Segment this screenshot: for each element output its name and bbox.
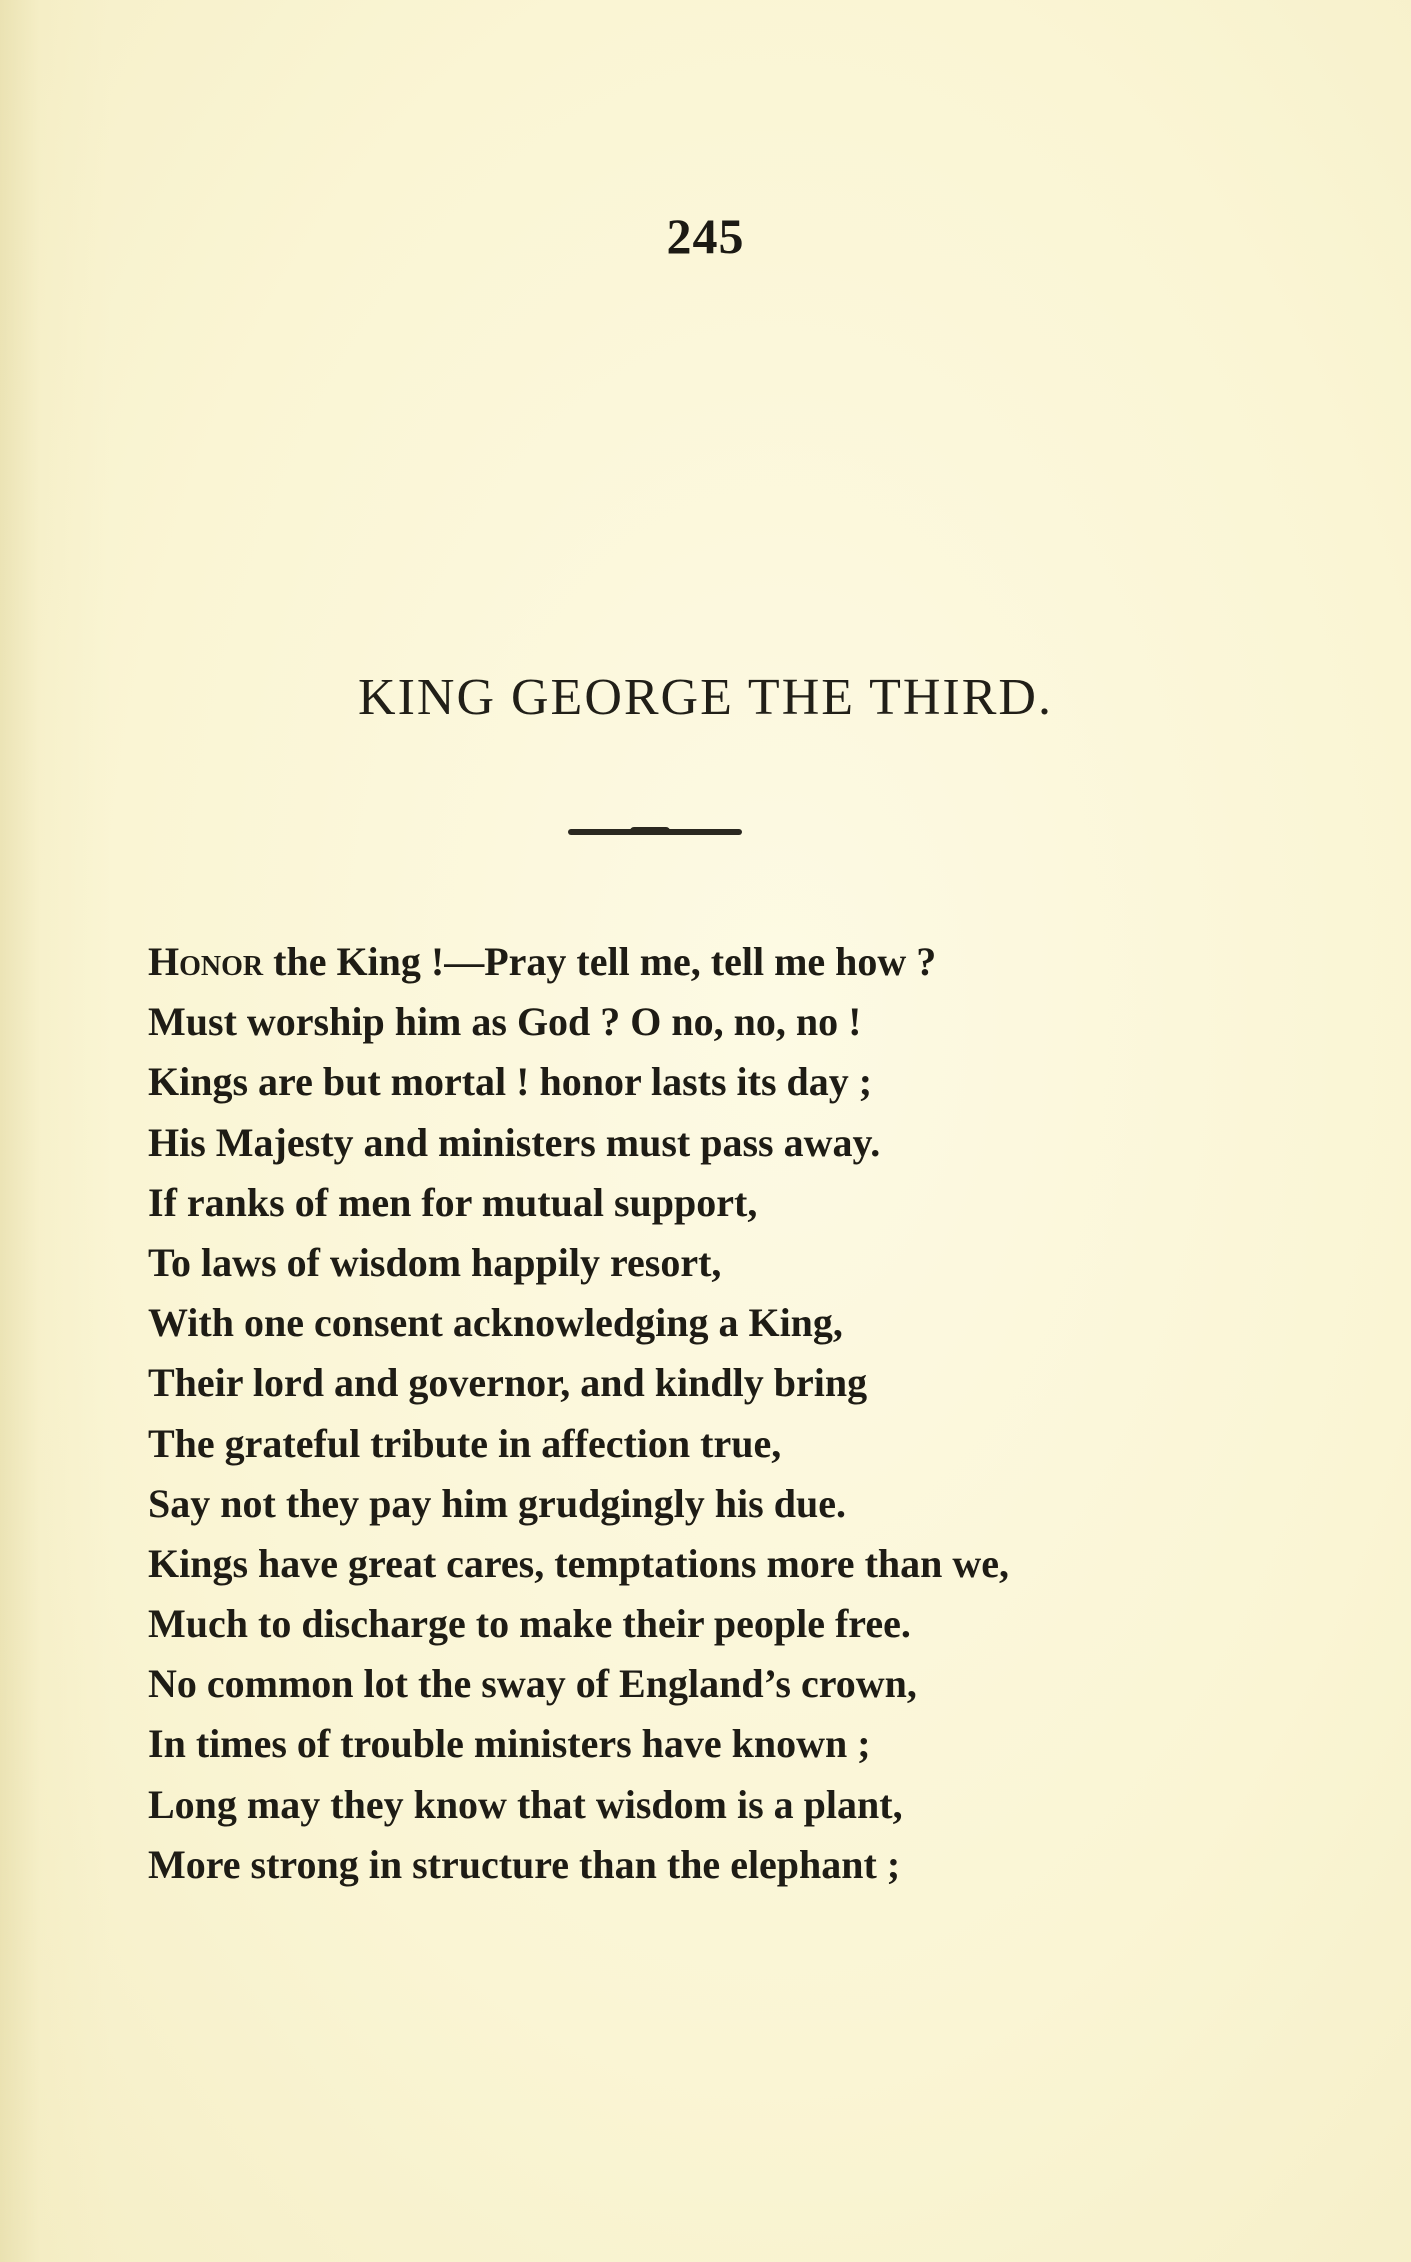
poem-body xyxy=(148,932,1368,1895)
poem-line-16: More strong in structure than the elephant ; xyxy=(148,1841,901,1887)
ornamental-divider xyxy=(568,829,742,835)
page-number: 245 xyxy=(666,208,745,264)
poem-line-14: In times of trouble ministers have known ; xyxy=(148,1721,871,1767)
poem-line-15: Long may they know that wisdom is a plant, xyxy=(148,1781,903,1827)
poem-line-4: His Majesty and ministers must pass away. xyxy=(148,1119,881,1165)
poem-line-5: If ranks of men for mutual support, xyxy=(148,1179,758,1225)
poem-line-9: The grateful tribute in affection true, xyxy=(148,1420,782,1466)
poem-first-word: Honor xyxy=(148,939,264,984)
page-title: KING GEORGE THE THIRD. xyxy=(358,669,1053,726)
poem-line-12: Much to discharge to make their people free. xyxy=(148,1601,911,1647)
poem-line-2: Must worship him as God ? O no, no, no ! xyxy=(148,999,862,1045)
poem-line-6: To laws of wisdom happily resort, xyxy=(148,1239,722,1285)
poem-line-7: With one consent acknowledging a King, xyxy=(148,1300,843,1346)
poem-line-11: Kings have great cares, temptations more than we, xyxy=(148,1540,1010,1586)
poem-line-10: Say not they pay him grudgingly his due. xyxy=(148,1480,846,1526)
poem-first-line-rest: the King !—Pray tell me, tell me how ? xyxy=(263,939,937,984)
poem-line-8: Their lord and governor, and kindly bring xyxy=(148,1360,868,1406)
poem-line-3: Kings are but mortal ! honor lasts its day ; xyxy=(148,1059,873,1105)
poem-line-13: No common lot the sway of England’s crown, xyxy=(148,1661,917,1707)
poem-line-1 xyxy=(148,932,1368,992)
